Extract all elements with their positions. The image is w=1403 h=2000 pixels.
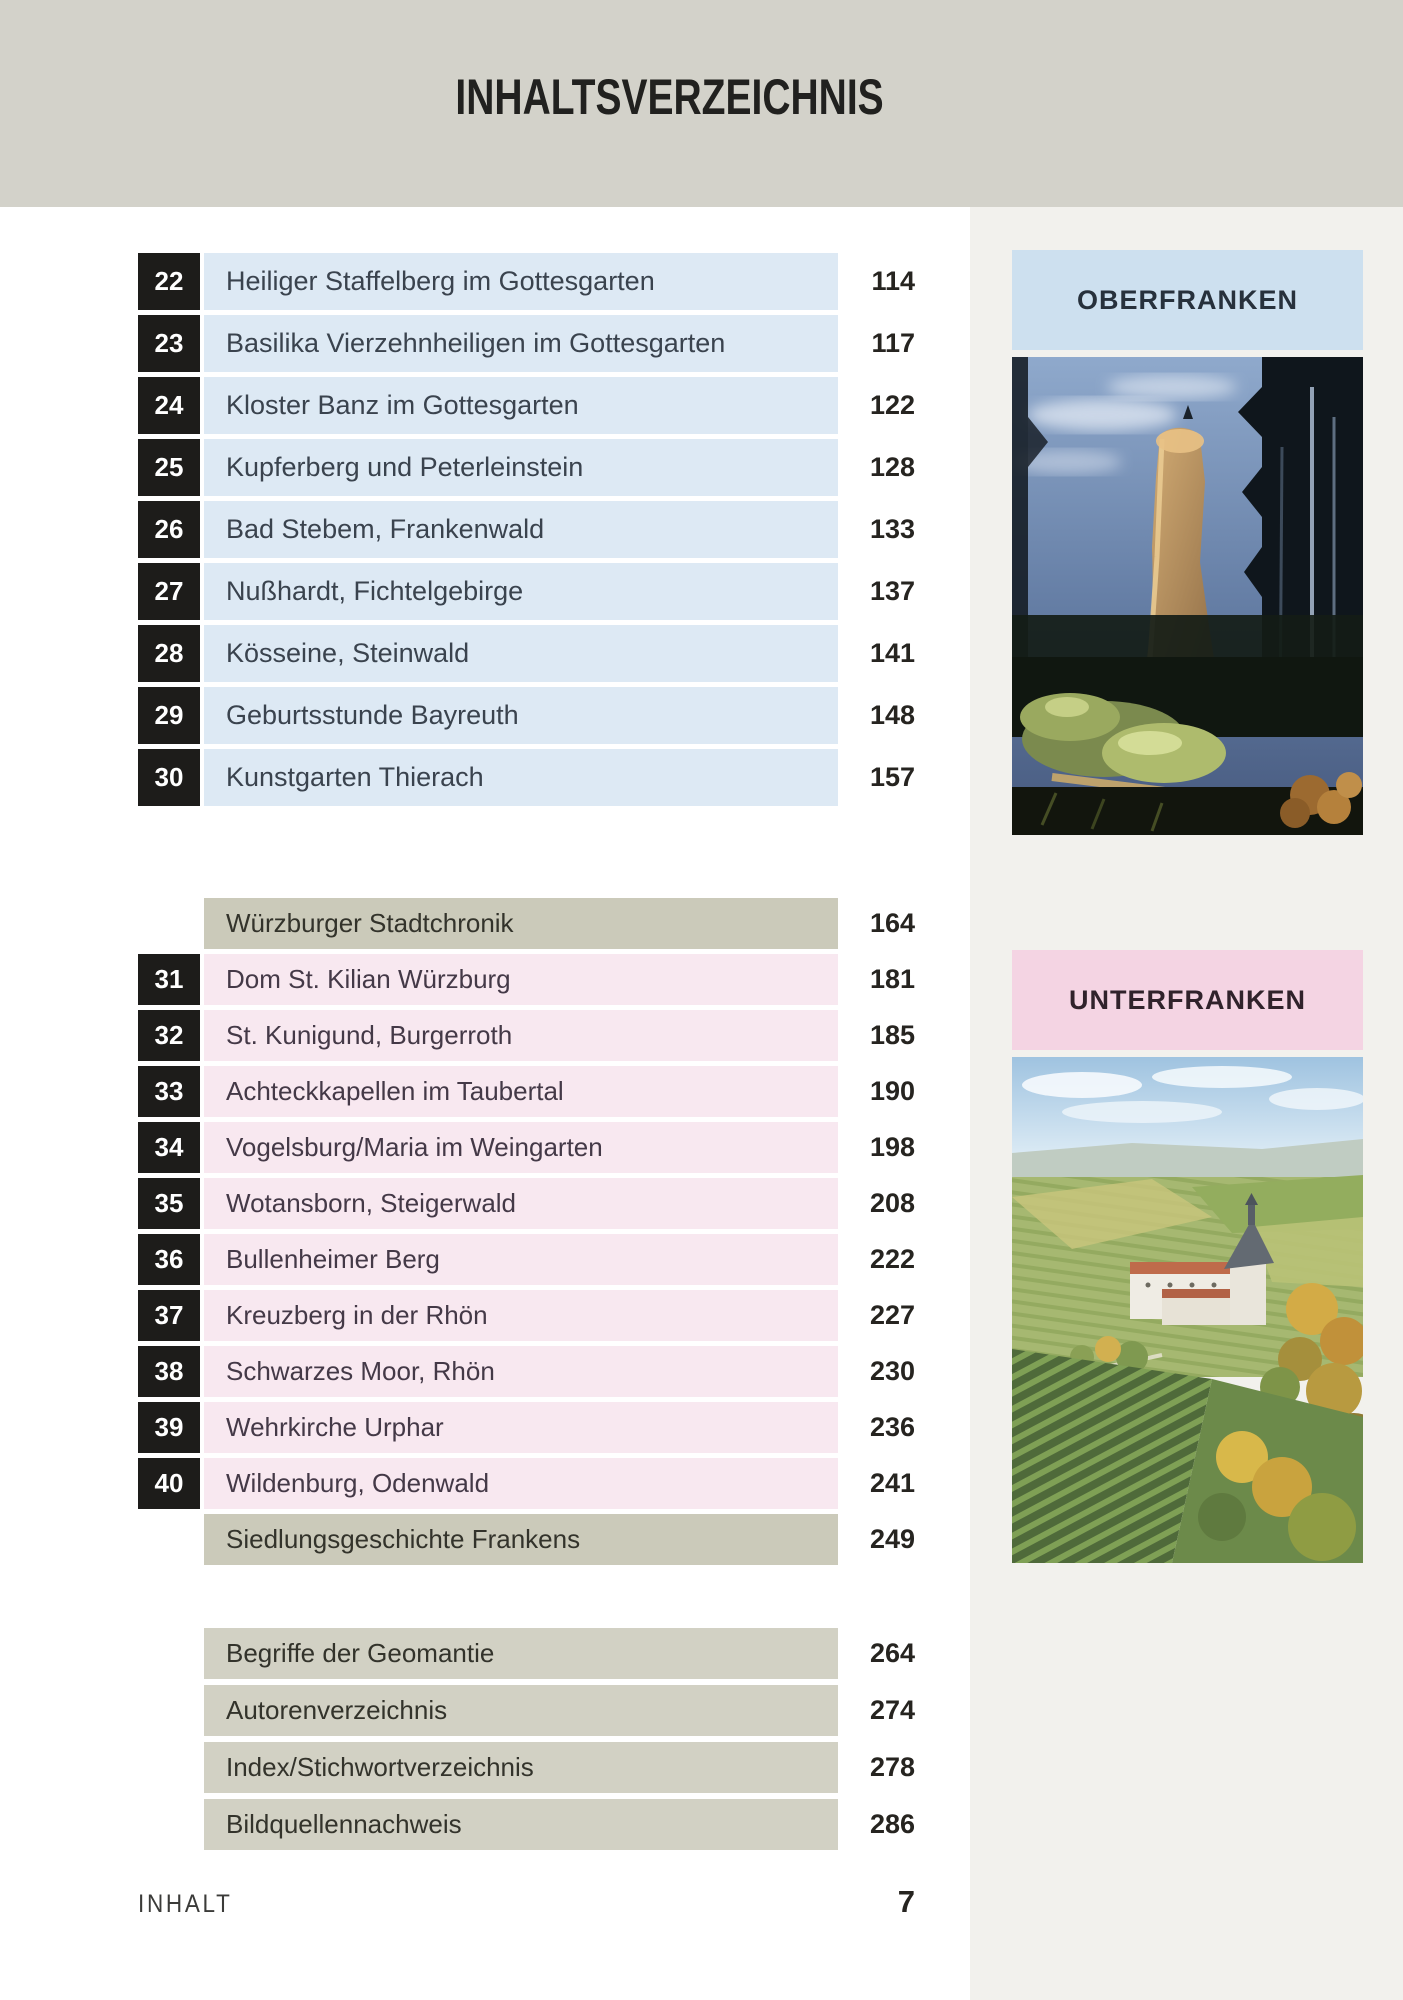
- toc-row: [138, 1685, 915, 1736]
- toc-row: [138, 563, 915, 620]
- chapter-number: 34: [154, 1132, 184, 1162]
- toc-row: [138, 253, 915, 310]
- toc-entry-page: 190: [869, 1076, 915, 1106]
- toc-entry-page: 164: [869, 908, 915, 938]
- toc-row: [138, 315, 915, 372]
- toc-row: [138, 1290, 915, 1341]
- toc-entry-title: Bildquellennachweis: [204, 1799, 838, 1850]
- toc-entry-page: 274: [869, 1695, 915, 1725]
- chapter-number: 40: [154, 1468, 184, 1498]
- toc-entry-page: 198: [869, 1132, 915, 1162]
- toc-entry-title: Wildenburg, Odenwald: [204, 1458, 838, 1509]
- toc-entry-page: 278: [869, 1752, 915, 1782]
- sidebar-column: [970, 207, 1403, 2000]
- toc-row: [138, 749, 915, 806]
- toc-row: [138, 1799, 915, 1850]
- chapter-number: 38: [154, 1356, 184, 1386]
- toc-entry-title: Wotansborn, Steigerwald: [204, 1178, 838, 1229]
- chapter-number: 35: [154, 1188, 184, 1218]
- toc-entry-title: Würzburger Stadtchronik: [204, 898, 838, 949]
- chapter-number-box: [138, 1122, 200, 1173]
- chapter-number-box: [138, 749, 200, 806]
- header-band: [0, 0, 1403, 207]
- toc-entry-title: Basilika Vierzehnheiligen im Gottesgarten: [204, 315, 838, 372]
- toc-entry-title: Kreuzberg in der Rhön: [204, 1290, 838, 1341]
- toc-entry-page: 241: [869, 1468, 915, 1498]
- toc-entry-page: 227: [869, 1300, 915, 1330]
- unterfranken-photo: [1012, 1057, 1363, 1563]
- toc-row: [138, 625, 915, 682]
- toc-row: [138, 1458, 915, 1509]
- toc-entry-title: Siedlungsgeschichte Frankens: [204, 1514, 838, 1565]
- page-title: [0, 68, 1340, 126]
- chapter-number-box: [138, 563, 200, 620]
- toc-row: [138, 687, 915, 744]
- toc-entry-page: 208: [869, 1188, 915, 1218]
- toc-entry-page: 222: [869, 1244, 915, 1274]
- chapter-number-box: [138, 1458, 200, 1509]
- toc-entry-page: 157: [869, 762, 915, 792]
- toc-entry-title: Heiliger Staffelberg im Gottesgarten: [204, 253, 838, 310]
- chapter-number-box: [138, 1290, 200, 1341]
- toc-section-unterfranken: [138, 898, 915, 1565]
- toc-row: [138, 1122, 915, 1173]
- chapter-number: 31: [154, 964, 184, 994]
- toc-entry-title: Bad Stebem, Frankenwald: [204, 501, 838, 558]
- chapter-number-box: [138, 377, 200, 434]
- toc-row: [138, 1178, 915, 1229]
- toc-entry-title: Schwarzes Moor, Rhön: [204, 1346, 838, 1397]
- chapter-number-box: [138, 1178, 200, 1229]
- chapter-number: 28: [154, 638, 184, 668]
- toc-entry-title: Kunstgarten Thierach: [204, 749, 838, 806]
- chapter-number-box: [138, 1402, 200, 1453]
- toc-entry-page: 128: [869, 452, 915, 482]
- toc-entry-page: 249: [869, 1524, 915, 1554]
- chapter-number: 22: [154, 266, 184, 296]
- chapter-number-box: [138, 954, 200, 1005]
- chapter-number-box: [138, 253, 200, 310]
- toc-entry-title: Vogelsburg/Maria im Weingarten: [204, 1122, 838, 1173]
- footer-page-number: 7: [897, 1884, 915, 1919]
- chapter-number-box: [138, 687, 200, 744]
- toc-entry-page: 141: [869, 638, 915, 668]
- toc-entry-title: Autorenverzeichnis: [204, 1685, 838, 1736]
- chapter-number-box: [138, 501, 200, 558]
- chapter-number-box: [138, 1010, 200, 1061]
- toc-entry-page: 236: [869, 1412, 915, 1442]
- chapter-number: 25: [154, 452, 184, 482]
- toc-row: [138, 1346, 915, 1397]
- toc-row: [138, 1514, 915, 1565]
- toc-entry-title: Bullenheimer Berg: [204, 1234, 838, 1285]
- vineyard-monastery-aerial-image: [1012, 1057, 1363, 1563]
- page-footer: [138, 1884, 915, 1920]
- chapter-number: 26: [154, 514, 184, 544]
- toc-entry-page: 114: [871, 266, 915, 296]
- toc-row: [138, 1066, 915, 1117]
- toc-entry-page: 264: [869, 1638, 915, 1668]
- chapter-number-box: [138, 439, 200, 496]
- toc-entry-title: Index/Stichwortverzeichnis: [204, 1742, 838, 1793]
- toc-row: [138, 501, 915, 558]
- chapter-number: 39: [154, 1412, 184, 1442]
- chapter-number: 32: [154, 1020, 184, 1050]
- page-title-text: INHALTSVERZEICHNIS: [455, 69, 885, 125]
- chapter-number-box: [138, 1346, 200, 1397]
- toc-row: [138, 1402, 915, 1453]
- region-label-oberfranken-text: OBERFRANKEN: [1076, 284, 1298, 315]
- chapter-number: 36: [154, 1244, 184, 1274]
- toc-row: [138, 1234, 915, 1285]
- toc-entry-title: Dom St. Kilian Würzburg: [204, 954, 838, 1005]
- toc-entry-title: Wehrkirche Urphar: [204, 1402, 838, 1453]
- toc-row: [138, 377, 915, 434]
- toc-entry-page: 148: [869, 700, 915, 730]
- chapter-number: 33: [154, 1076, 184, 1106]
- chapter-number-box: [138, 315, 200, 372]
- toc-entry-title: Kloster Banz im Gottesgarten: [204, 377, 838, 434]
- chapter-number-box: [138, 1066, 200, 1117]
- toc-entry-page: 185: [869, 1020, 915, 1050]
- toc-section-oberfranken: [138, 253, 915, 806]
- toc-entry-page: 230: [869, 1356, 915, 1386]
- region-label-unterfranken-text: UNTERFRANKEN: [1069, 984, 1306, 1015]
- toc-entry-title: Achteckkapellen im Taubertal: [204, 1066, 838, 1117]
- toc-entry-page: 117: [871, 328, 915, 358]
- table-of-contents: [138, 253, 915, 1856]
- toc-entry-page: 133: [869, 514, 915, 544]
- chapter-number: 24: [154, 390, 184, 420]
- toc-entry-page: 122: [869, 390, 915, 420]
- chapter-number: 37: [154, 1300, 184, 1330]
- chapter-number: 23: [154, 328, 184, 358]
- toc-entry-page: 181: [869, 964, 915, 994]
- toc-entry-title: Begriffe der Geomantie: [204, 1628, 838, 1679]
- region-label-oberfranken: [1012, 250, 1363, 350]
- toc-row: [138, 898, 915, 949]
- toc-entry-title: Kupferberg und Peterleinstein: [204, 439, 838, 496]
- chapter-number: 27: [154, 576, 184, 606]
- toc-row: [138, 1628, 915, 1679]
- footer-section-label: INHALT: [138, 1890, 233, 1918]
- oberfranken-photo: [1012, 357, 1363, 835]
- region-label-unterfranken: [1012, 950, 1363, 1050]
- toc-entry-title: Nußhardt, Fichtelgebirge: [204, 563, 838, 620]
- toc-row: [138, 1742, 915, 1793]
- chapter-number: 29: [154, 700, 184, 730]
- chapter-number: 30: [154, 762, 184, 792]
- toc-row: [138, 954, 915, 1005]
- toc-entry-page: 137: [869, 576, 915, 606]
- toc-row: [138, 439, 915, 496]
- chapter-number-box: [138, 625, 200, 682]
- toc-section-appendix: [138, 1628, 915, 1850]
- toc-entry-page: 286: [869, 1809, 915, 1839]
- rock-pillar-night-forest-image: [1012, 357, 1363, 835]
- chapter-number-box: [138, 1234, 200, 1285]
- toc-row: [138, 1010, 915, 1061]
- toc-entry-title: Kösseine, Steinwald: [204, 625, 838, 682]
- toc-entry-title: St. Kunigund, Burgerroth: [204, 1010, 838, 1061]
- toc-entry-title: Geburtsstunde Bayreuth: [204, 687, 838, 744]
